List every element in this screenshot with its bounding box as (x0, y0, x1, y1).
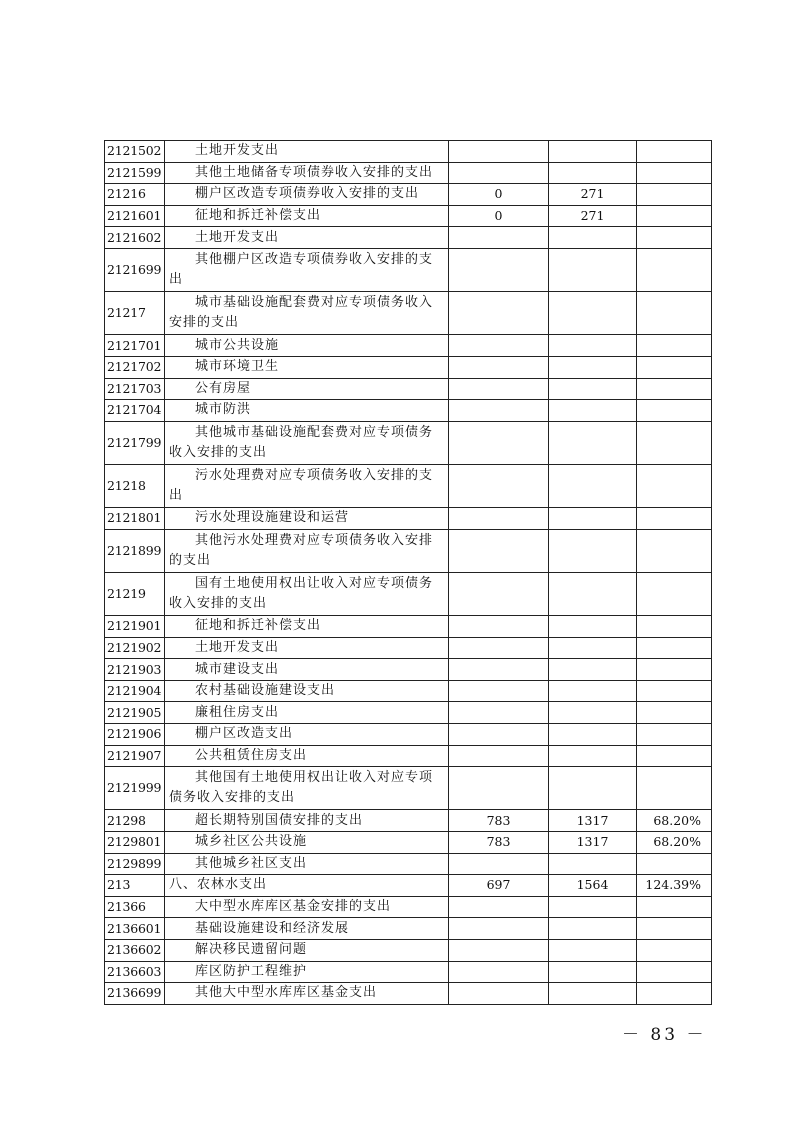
row-percent (637, 227, 712, 249)
row-percent (637, 356, 712, 378)
row-name-text: 库区防护工程维护 (195, 963, 308, 979)
row-value-2: 271 (549, 184, 637, 206)
row-value-1 (449, 616, 549, 638)
row-value-2 (549, 767, 637, 810)
row-name-text: 城市防洪 (195, 402, 252, 418)
table-row (105, 832, 712, 854)
row-value-1 (449, 421, 549, 464)
row-percent (637, 292, 712, 335)
row-name-text: 八、农林水支出 (169, 877, 268, 893)
row-value-1: 783 (449, 832, 549, 854)
row-name (165, 421, 449, 464)
row-value-1 (449, 141, 549, 163)
table-row (105, 529, 712, 572)
row-name (165, 745, 449, 767)
row-value-2 (549, 896, 637, 918)
row-name-text: 公共租赁住房支出 (195, 747, 308, 763)
row-name-text: 城乡社区公共设施 (195, 834, 308, 850)
row-code: 2129801 (105, 832, 165, 854)
row-code: 2136601 (105, 918, 165, 940)
row-value-1 (449, 378, 549, 400)
row-value-2 (549, 248, 637, 291)
row-value-2: 1564 (549, 875, 637, 897)
row-percent (637, 572, 712, 615)
row-value-2 (549, 529, 637, 572)
row-name (165, 205, 449, 227)
row-name-text: 其他城乡社区支出 (195, 855, 308, 871)
row-value-2: 1317 (549, 832, 637, 854)
row-value-2 (549, 724, 637, 746)
row-code: 2121704 (105, 400, 165, 422)
row-value-1 (449, 702, 549, 724)
row-value-1: 783 (449, 810, 549, 832)
row-percent (637, 529, 712, 572)
table-row (105, 184, 712, 206)
row-name-text: 城市基础设施配套费对应专项债务收入安排的支出 (169, 295, 434, 331)
row-name-text: 其他国有土地使用权出让收入对应专项债务收入安排的支出 (169, 770, 434, 806)
row-percent (637, 659, 712, 681)
table-row (105, 724, 712, 746)
row-name-text: 廉租住房支出 (195, 704, 280, 720)
row-name-text: 土地开发支出 (195, 229, 280, 245)
row-code: 2121902 (105, 637, 165, 659)
row-code: 2121901 (105, 616, 165, 638)
row-name (165, 529, 449, 572)
row-value-2 (549, 227, 637, 249)
table-row (105, 702, 712, 724)
row-percent (637, 400, 712, 422)
table-row (105, 767, 712, 810)
row-value-2 (549, 400, 637, 422)
row-percent (637, 248, 712, 291)
row-percent (637, 335, 712, 357)
row-name-text: 城市建设支出 (195, 661, 280, 677)
row-name (165, 572, 449, 615)
row-name-text: 征地和拆迁补偿支出 (195, 618, 322, 634)
row-code: 21366 (105, 896, 165, 918)
table-row (105, 335, 712, 357)
table-row (105, 356, 712, 378)
table-row (105, 637, 712, 659)
row-code: 21216 (105, 184, 165, 206)
row-percent (637, 184, 712, 206)
row-value-2 (549, 702, 637, 724)
row-value-2 (549, 356, 637, 378)
row-name (165, 464, 449, 507)
row-value-2 (549, 961, 637, 983)
row-percent (637, 141, 712, 163)
row-value-2: 1317 (549, 810, 637, 832)
row-value-2 (549, 572, 637, 615)
row-percent (637, 724, 712, 746)
row-code: 2121502 (105, 141, 165, 163)
row-value-2 (549, 680, 637, 702)
row-value-2: 271 (549, 205, 637, 227)
row-name-text: 解决移民遗留问题 (195, 942, 308, 958)
row-value-1 (449, 248, 549, 291)
row-value-1 (449, 162, 549, 184)
row-value-1 (449, 961, 549, 983)
page-number: － 83 － (622, 1025, 707, 1045)
row-code: 21298 (105, 810, 165, 832)
row-value-1 (449, 767, 549, 810)
row-code: 2121699 (105, 248, 165, 291)
row-name (165, 767, 449, 810)
row-value-1: 0 (449, 184, 549, 206)
row-percent (637, 616, 712, 638)
row-value-1 (449, 853, 549, 875)
row-percent (637, 680, 712, 702)
table-row (105, 853, 712, 875)
row-code: 21219 (105, 572, 165, 615)
row-code: 2121906 (105, 724, 165, 746)
row-value-1 (449, 508, 549, 530)
table-row (105, 292, 712, 335)
row-code: 2121601 (105, 205, 165, 227)
row-value-1 (449, 356, 549, 378)
row-name-text: 棚户区改造专项债券收入安排的支出 (195, 186, 420, 202)
row-percent (637, 896, 712, 918)
table-row (105, 205, 712, 227)
row-name-text: 征地和拆迁补偿支出 (195, 208, 322, 224)
row-percent (637, 702, 712, 724)
row-name-text: 其他污水处理费对应专项债务收入安排的支出 (169, 532, 434, 568)
table-row (105, 572, 712, 615)
row-value-2 (549, 616, 637, 638)
row-value-1 (449, 400, 549, 422)
table-row (105, 961, 712, 983)
row-value-2 (549, 659, 637, 681)
row-value-1 (449, 680, 549, 702)
row-name (165, 508, 449, 530)
row-value-2 (549, 983, 637, 1005)
row-name-text: 土地开发支出 (195, 143, 280, 159)
table-row (105, 400, 712, 422)
row-code: 2121602 (105, 227, 165, 249)
row-name (165, 616, 449, 638)
row-percent (637, 508, 712, 530)
row-percent: 68.20% (637, 810, 712, 832)
row-value-2 (549, 292, 637, 335)
row-percent (637, 637, 712, 659)
table-row (105, 680, 712, 702)
table-row (105, 227, 712, 249)
row-value-2 (549, 918, 637, 940)
row-name (165, 939, 449, 961)
table-row (105, 248, 712, 291)
table-row (105, 745, 712, 767)
row-name (165, 680, 449, 702)
row-name-text: 公有房屋 (195, 380, 252, 396)
row-name-text: 土地开发支出 (195, 639, 280, 655)
row-value-2 (549, 162, 637, 184)
row-value-1: 0 (449, 205, 549, 227)
row-code: 2121701 (105, 335, 165, 357)
row-name (165, 378, 449, 400)
row-code: 2121799 (105, 421, 165, 464)
row-name (165, 356, 449, 378)
row-name-text: 其他棚户区改造专项债券收入安排的支出 (169, 252, 434, 288)
table-row (105, 464, 712, 507)
row-value-2 (549, 421, 637, 464)
row-name-text: 城市公共设施 (195, 337, 280, 353)
row-name (165, 961, 449, 983)
table-row (105, 939, 712, 961)
row-name (165, 227, 449, 249)
row-name-text: 大中型水库库区基金安排的支出 (195, 899, 392, 915)
row-percent (637, 162, 712, 184)
row-code: 2121599 (105, 162, 165, 184)
table-row (105, 616, 712, 638)
table-row (105, 810, 712, 832)
row-name-text: 城市环境卫生 (195, 359, 280, 375)
row-name (165, 810, 449, 832)
row-value-2 (549, 464, 637, 507)
row-name (165, 983, 449, 1005)
row-code: 2121801 (105, 508, 165, 530)
row-name-text: 国有土地使用权出让收入对应专项债务收入安排的支出 (169, 575, 434, 611)
row-percent (637, 464, 712, 507)
row-name-text: 农村基础设施建设支出 (195, 683, 336, 699)
row-value-1 (449, 227, 549, 249)
row-value-2 (549, 508, 637, 530)
row-value-1 (449, 939, 549, 961)
row-percent (637, 378, 712, 400)
row-percent (637, 983, 712, 1005)
table-row (105, 421, 712, 464)
table-body (105, 141, 712, 1005)
row-value-1 (449, 637, 549, 659)
row-code: 2121703 (105, 378, 165, 400)
row-percent (637, 961, 712, 983)
table-row (105, 141, 712, 163)
row-value-1 (449, 896, 549, 918)
table-row (105, 896, 712, 918)
row-value-1 (449, 529, 549, 572)
table-row (105, 918, 712, 940)
row-name-text: 超长期特别国债安排的支出 (195, 812, 364, 828)
row-code: 2121907 (105, 745, 165, 767)
row-percent (637, 767, 712, 810)
row-name (165, 832, 449, 854)
row-code: 213 (105, 875, 165, 897)
row-value-2 (549, 745, 637, 767)
table-row (105, 378, 712, 400)
row-name-text: 其他大中型水库库区基金支出 (195, 985, 378, 1001)
row-value-2 (549, 335, 637, 357)
table-row (105, 162, 712, 184)
row-name (165, 335, 449, 357)
row-name (165, 637, 449, 659)
table-row (105, 659, 712, 681)
row-percent (637, 853, 712, 875)
row-name (165, 853, 449, 875)
row-name-text: 棚户区改造支出 (195, 726, 294, 742)
table-row (105, 875, 712, 897)
row-name (165, 724, 449, 746)
row-name (165, 400, 449, 422)
row-code: 21217 (105, 292, 165, 335)
row-value-1 (449, 659, 549, 681)
row-value-1 (449, 572, 549, 615)
row-code: 2121904 (105, 680, 165, 702)
row-name-text: 污水处理设施建设和运营 (195, 510, 350, 526)
row-value-2 (549, 141, 637, 163)
row-name-text: 基础设施建设和经济发展 (195, 920, 350, 936)
row-code: 2136603 (105, 961, 165, 983)
row-value-2 (549, 378, 637, 400)
row-value-2 (549, 939, 637, 961)
row-name-text: 污水处理费对应专项债务收入安排的支出 (169, 468, 434, 503)
row-code: 21218 (105, 464, 165, 507)
row-value-1 (449, 292, 549, 335)
row-code: 2136699 (105, 983, 165, 1005)
row-name (165, 184, 449, 206)
row-percent (637, 421, 712, 464)
row-code: 2121899 (105, 529, 165, 572)
row-value-1 (449, 724, 549, 746)
row-value-1 (449, 918, 549, 940)
row-value-1 (449, 464, 549, 507)
row-value-2 (549, 853, 637, 875)
row-value-1 (449, 745, 549, 767)
row-percent (637, 939, 712, 961)
row-name (165, 292, 449, 335)
row-percent (637, 918, 712, 940)
row-name (165, 918, 449, 940)
row-name (165, 702, 449, 724)
row-code: 2129899 (105, 853, 165, 875)
row-name (165, 896, 449, 918)
row-name (165, 141, 449, 163)
row-value-1 (449, 335, 549, 357)
budget-table (104, 140, 712, 1005)
row-value-1 (449, 983, 549, 1005)
row-value-1: 697 (449, 875, 549, 897)
row-name (165, 162, 449, 184)
row-name-text: 其他土地储备专项债券收入安排的支出 (195, 164, 434, 180)
table-row (105, 983, 712, 1005)
table-row (105, 508, 712, 530)
row-percent (637, 205, 712, 227)
row-code: 2121999 (105, 767, 165, 810)
row-percent (637, 745, 712, 767)
row-code: 2121903 (105, 659, 165, 681)
row-percent: 124.39% (637, 875, 712, 897)
row-name (165, 659, 449, 681)
row-name (165, 875, 449, 897)
row-code: 2121905 (105, 702, 165, 724)
row-code: 2121702 (105, 356, 165, 378)
row-code: 2136602 (105, 939, 165, 961)
row-name (165, 248, 449, 291)
row-value-2 (549, 637, 637, 659)
row-percent: 68.20% (637, 832, 712, 854)
row-name-text: 其他城市基础设施配套费对应专项债务收入安排的支出 (169, 424, 434, 460)
